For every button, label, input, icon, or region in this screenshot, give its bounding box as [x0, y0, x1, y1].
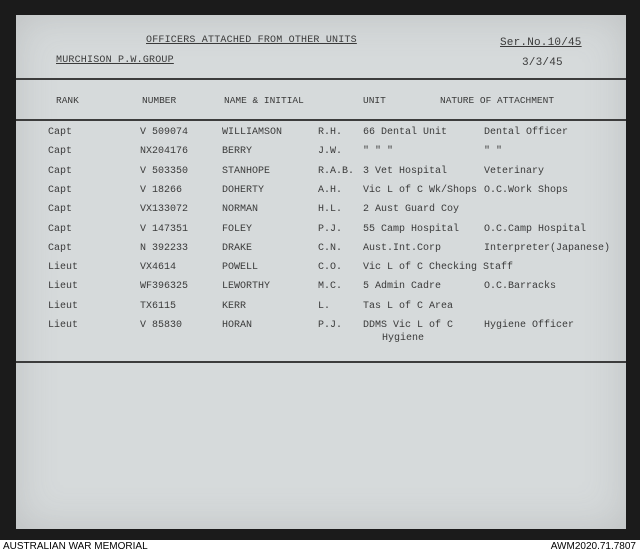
footer-accession: AWM2020.71.7807 — [550, 541, 636, 552]
cell-name: NORMAN — [222, 204, 259, 216]
cell-unit: 66 Dental Unit — [363, 127, 448, 138]
cell-initials: R.H. — [318, 127, 343, 138]
cell-name: STANHOPE — [222, 165, 271, 177]
cell-initials: C.N. — [318, 242, 343, 254]
cell-name: WILLIAMSON — [222, 127, 283, 138]
cell-unit-line2: Hygiene — [382, 333, 425, 344]
cell-rank: Capt — [48, 223, 73, 235]
cell-attachment: O.C.Work Shops — [484, 184, 569, 196]
top-rule — [16, 78, 626, 80]
cell-initials: L. — [318, 300, 331, 312]
cell-rank: Lieut — [48, 281, 79, 293]
serial-number: Ser.No.10/45 — [500, 37, 582, 49]
cell-attachment: Interpreter(Japanese) — [484, 242, 611, 254]
cell-number: TX6115 — [140, 300, 177, 312]
cell-initials: A.H. — [318, 184, 343, 196]
cell-attachment: Veterinary — [484, 165, 545, 177]
cell-rank: Lieut — [48, 300, 79, 312]
cell-rank: Capt — [48, 242, 73, 254]
cell-rank: Capt — [48, 165, 73, 177]
document-sheet — [16, 15, 626, 529]
cell-rank: Lieut — [48, 320, 79, 331]
cell-number: V 509074 — [140, 127, 189, 138]
header-attachment: NATURE OF ATTACHMENT — [440, 95, 555, 106]
header-number: NUMBER — [142, 95, 177, 106]
cell-unit: Vic L of C Checking Staff — [363, 262, 514, 274]
cell-name: KERR — [222, 300, 247, 312]
cell-initials: M.C. — [318, 281, 343, 293]
cell-number: V 503350 — [140, 165, 189, 177]
cell-initials: R.A.B. — [318, 165, 355, 177]
cell-number: N 392233 — [140, 242, 189, 254]
cell-unit: Tas L of C Area — [363, 300, 454, 312]
cell-attachment: O.C.Barracks — [484, 281, 557, 293]
cell-rank: Lieut — [48, 262, 79, 274]
cell-rank: Capt — [48, 127, 73, 138]
document-title: OFFICERS ATTACHED FROM OTHER UNITS — [146, 35, 357, 46]
cell-attachment: Dental Officer — [484, 127, 569, 138]
cell-name: DRAKE — [222, 242, 253, 254]
cell-attachment: " " — [484, 146, 503, 158]
cell-rank: Capt — [48, 204, 73, 216]
cell-unit: " " " — [363, 146, 394, 158]
cell-rank: Capt — [48, 146, 73, 158]
cell-number: VX133072 — [140, 204, 189, 216]
cell-unit: 2 Aust Guard Coy — [363, 204, 460, 216]
archive-footer — [0, 540, 640, 554]
cell-unit: DDMS Vic L of C — [363, 320, 454, 331]
footer-institution: AUSTRALIAN WAR MEMORIAL — [3, 541, 148, 552]
cell-number: NX204176 — [140, 146, 189, 158]
cell-unit: 55 Camp Hospital — [363, 223, 460, 235]
cell-rank: Capt — [48, 184, 73, 196]
cell-number: WF396325 — [140, 281, 189, 293]
header-rule — [16, 119, 626, 121]
document-date: 3/3/45 — [522, 57, 563, 69]
cell-name: DOHERTY — [222, 184, 265, 196]
cell-name: HORAN — [222, 320, 253, 331]
header-name: NAME & INITIAL — [224, 95, 304, 106]
cell-attachment: O.C.Camp Hospital — [484, 223, 587, 235]
cell-unit: 3 Vet Hospital — [363, 165, 448, 177]
header-rank: RANK — [56, 95, 79, 106]
bottom-rule — [16, 361, 626, 363]
cell-initials: C.O. — [318, 262, 343, 274]
cell-initials: H.L. — [318, 204, 343, 216]
cell-initials: P.J. — [318, 320, 343, 331]
cell-name: FOLEY — [222, 223, 253, 235]
group-name: MURCHISON P.W.GROUP — [56, 55, 174, 66]
cell-number: V 147351 — [140, 223, 189, 235]
cell-number: V 18266 — [140, 184, 183, 196]
cell-unit: 5 Admin Cadre — [363, 281, 442, 293]
cell-number: V 85830 — [140, 320, 183, 331]
cell-unit: Aust.Int.Corp — [363, 242, 442, 254]
cell-initials: J.W. — [318, 146, 343, 158]
header-unit: UNIT — [363, 95, 386, 106]
cell-number: VX4614 — [140, 262, 177, 274]
cell-name: LEWORTHY — [222, 281, 271, 293]
cell-name: BERRY — [222, 146, 253, 158]
cell-attachment: Hygiene Officer — [484, 320, 575, 331]
cell-unit: Vic L of C Wk/Shops — [363, 184, 478, 196]
cell-name: POWELL — [222, 262, 259, 274]
cell-initials: P.J. — [318, 223, 343, 235]
